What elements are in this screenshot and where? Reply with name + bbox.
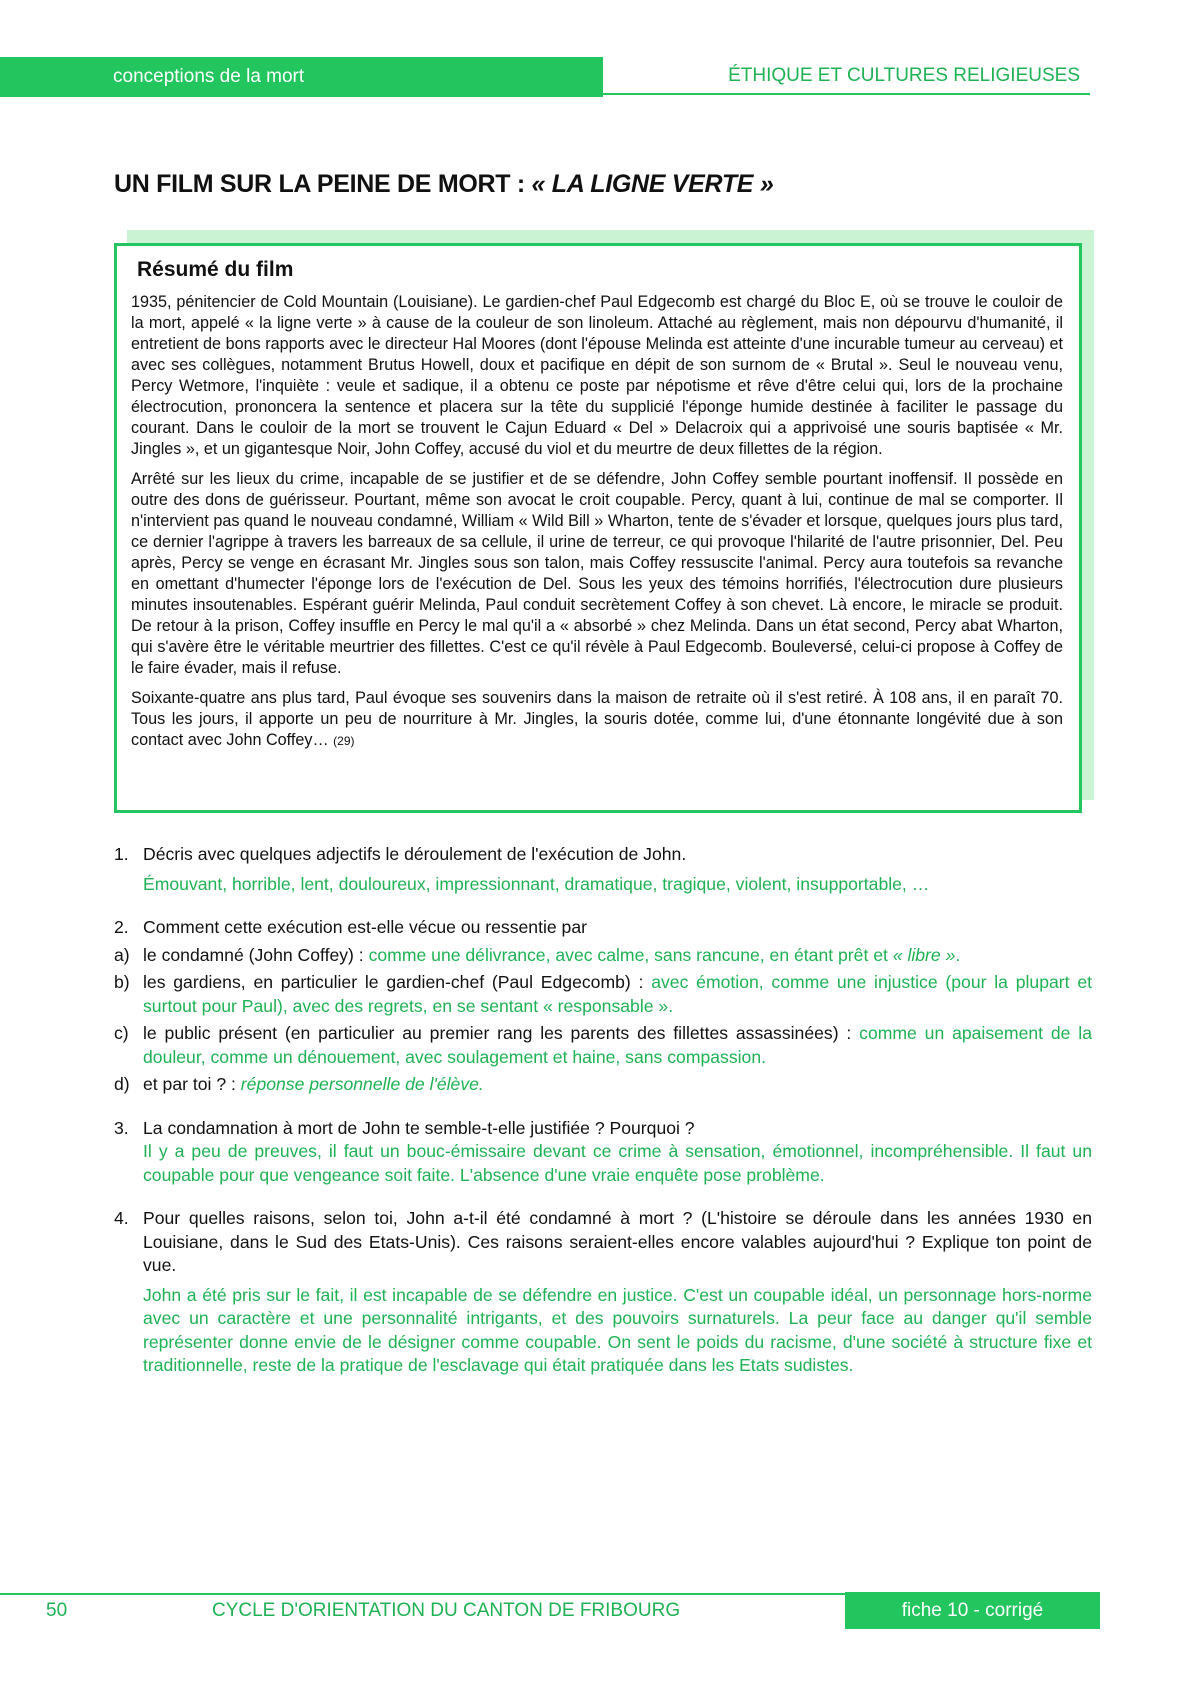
page-footer <box>0 1592 1200 1629</box>
page-title <box>114 170 773 199</box>
question-4-text: Pour quelles raisons, selon toi, John a-t-il été condamné à mort ? (L'histoire se déroule dans les années 1930 en Louisiane, dans le Sud des Etats-Unis). Ces raisons seraient-elles encore valables aujourd'hui ? Explique ton point de vue. <box>143 1208 1092 1275</box>
question-3-number: 3. <box>114 1117 129 1138</box>
summary-paragraph-1: 1935, pénitencier de Cold Mountain (Louisiane). Le gardien-chef Paul Edgecomb est chargé du Bloc E, où se trouve le couloir de la mort, appelé « la ligne verte » à cause de la couleur de son linoleum. Attaché au règlement, mais non dépourvu d'humanité, il entretient de bons rapports avec le directeur Hal Moores (dont l'épouse Melinda est atteinte d'une incurable tumeur au cerveau) et avec ses collègues, notamment Brutus Howell, doux et pacifique en dépit de son surnom de « Brutal ». Seul le nouveau venu, Percy Wetmore, l'inquiète : veule et sadique, il a obtenu ce poste par népotisme et rêve d'être celui qui, lors de la prochaine électrocution, prononcera la sentence et placera sur la tête du supplicié l'éponge humide destinée à faciliter le passage du courant. Dans le couloir de la mort se trouvent le Cajun Eduard « Del » Delacroix qui a apprivoisé une souris baptisée « Mr. Jingles », et un gigantesque Noir, John Coffey, accusé du viol et du meurtre de deux fillettes de la région. <box>131 293 1063 458</box>
question-2a-text: le condamné (John Coffey) : <box>143 944 369 965</box>
question-2 <box>114 916 1092 1097</box>
question-2b-answer: avec émotion, comme une injustice (pour la plupart et surtout pour Paul), avec des regrets, en se sentant « responsable ». <box>143 972 1092 1016</box>
title-film-name: « LA LIGNE VERTE » <box>531 170 774 198</box>
question-2d-label: d) <box>114 1074 130 1094</box>
question-4-number: 4. <box>114 1208 129 1228</box>
question-2-number: 2. <box>114 917 129 937</box>
question-2b-label: b) <box>114 972 130 992</box>
summary-heading: Résumé du film <box>137 258 294 281</box>
question-1 <box>114 843 1092 896</box>
question-2-text: Comment cette exécution est-elle vécue ou ressentie par <box>143 917 587 937</box>
question-2a-answer: comme une délivrance, avec calme, sans rancune, en étant prêt et <box>368 944 893 965</box>
footer-divider <box>0 1593 845 1595</box>
question-1-answer: Émouvant, horrible, lent, douloureux, impressionnant, dramatique, tragique, violent, insupportable, … <box>143 873 930 894</box>
question-2c <box>114 1022 1092 1069</box>
question-2b <box>114 971 1092 1018</box>
question-3 <box>114 1117 1092 1188</box>
question-2c-text: le public présent (en particulier au premier rang les parents des fillettes assassinées) : <box>143 1023 860 1043</box>
page-header <box>0 57 1200 97</box>
summary-box <box>114 243 1082 813</box>
question-2a-answer-end: . <box>955 944 961 965</box>
header-subject: ÉTHIQUE ET CULTURES RELIGIEUSES <box>603 57 1090 95</box>
question-1-number: 1. <box>114 844 129 864</box>
summary-paragraph-3 <box>131 688 1063 752</box>
question-2c-label: c) <box>114 1023 129 1043</box>
summary-reference: (29) <box>333 734 355 748</box>
question-4 <box>114 1207 1092 1378</box>
questions-section <box>114 843 1092 1398</box>
question-3-text: La condamnation à mort de John te semble-t-elle justifiée ? Pourquoi ? <box>143 1117 695 1138</box>
footer-institution: CYCLE D'ORIENTATION DU CANTON DE FRIBOURG <box>212 1600 681 1621</box>
header-section-label: conceptions de la mort <box>0 57 603 97</box>
question-2d-text: et par toi ? : <box>143 1074 241 1094</box>
question-3-answer: Il y a peu de preuves, il faut un bouc-émissaire devant ce crime à sensation, émotionnel, incompréhensible. Il faut un coupable pour que vengeance soit faite. L'absence d'une vraie enquête pose problème. <box>143 1141 1092 1185</box>
question-2a-answer-italic: « libre » <box>892 944 956 965</box>
page-number: 50 <box>46 1600 68 1621</box>
question-1-text: Décris avec quelques adjectifs le déroulement de l'exécution de John. <box>143 844 687 864</box>
footer-sheet-label: fiche 10 - corrigé <box>845 1592 1100 1629</box>
summary-paragraph-3-text: Soixante-quatre ans plus tard, Paul évoque ses souvenirs dans la maison de retraite où il s'est retiré. À 108 ans, il en paraît 70. Tous les jours, il apporte un peu de nourriture à Mr. Jingles, la souris dotée, comme lui, d'une étonnante longévité due à son contact avec John Coffey… <box>131 689 1063 749</box>
summary-paragraph-2: Arrêté sur les lieux du crime, incapable de se justifier et de se défendre, John Coffey semble pourtant inoffensif. Il possède en outre des dons de guérisseur. Pourtant, même son avocat le croit coupable. Percy, quant à lui, continue de mal se comporter. Il n'intervient pas quand le nouveau condamné, William « Wild Bill » Wharton, tente de s'évader et lorsque, quelques jours plus tard, ce dernier l'agrippe à travers les barreaux de sa cellule, il urine de terreur, ce qui provoque l'hilarité de l'autre prisonnier, Del. Peu après, Percy se venge en écrasant Mr. Jingles sous son talon, mais Coffey ressuscite l'animal. Percy aura toutefois sa revanche en omettant d'humecter l'éponge lors de l'exécution de Del. Sous les yeux des témoins horrifiés, l'électrocution dure plusieurs minutes insoutenables. Espérant guérir Melinda, Paul conduit secrètement Coffey à son chevet. Là encore, le miracle se produit. De retour à la prison, Coffey insuffle en Percy le mal qu'il a « absorbé » chez Melinda. Dans un état second, Percy abat Wharton, qui s'avère être le véritable meurtrier des fillettes. C'est ce qu'il révèle à Paul Edgecomb. Bouleversé, celui-ci propose à Coffey de le faire évader, mais il refuse. <box>131 470 1063 677</box>
question-2c-answer: comme un apaisement de la douleur, comme un dénouement, avec soulagement et haine, sans compassion. <box>143 1023 1092 1067</box>
question-2b-text: les gardiens, en particulier le gardien-chef (Paul Edgecomb) : <box>143 972 652 992</box>
question-2a <box>114 944 1092 968</box>
title-main: UN FILM SUR LA PEINE DE MORT : <box>114 170 532 198</box>
question-2d <box>114 1073 1092 1097</box>
question-2d-answer: réponse personnelle de l'élève. <box>240 1074 484 1094</box>
question-4-answer: John a été pris sur le fait, il est incapable de se défendre en justice. C'est un coupable idéal, un personnage hors-norme avec un caractère et une personnalité intrigants, et des pouvoirs surnaturels. La peur face au danger qu'il semble représenter donne envie de le désigner comme coupable. On sent le poids du racisme, d'une société à structure fixe et traditionnelle, reste de la pratique de l'esclavage qui était pratiquée dans les Etats sudistes. <box>143 1284 1092 1375</box>
question-2a-label: a) <box>114 944 130 965</box>
